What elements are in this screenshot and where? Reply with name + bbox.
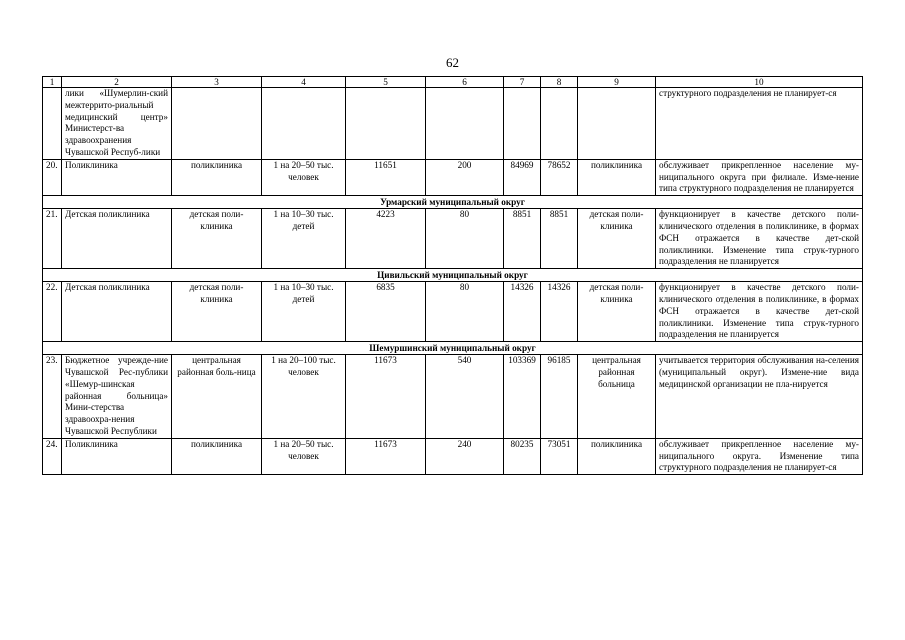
column-number: 8 <box>541 77 578 88</box>
norm: 1 на 20–50 тыс. человек <box>262 438 346 474</box>
capacity: 80 <box>426 282 504 342</box>
table-row <box>43 159 863 195</box>
organization-name: лики «Шумерлин-ский межтеррито-риальный медицинский центр» Министерст-ва здравоохранения Чувашской Респуб-лики <box>62 88 172 160</box>
table-row <box>43 438 863 474</box>
row-number: 21. <box>43 209 62 269</box>
value-8: 73051 <box>541 438 578 474</box>
table-row <box>43 355 863 439</box>
value-8: 78652 <box>541 159 578 195</box>
note: функционирует в качестве детского поли-клинического отделения в поликлинике, в формах ФСН отражается в качестве дет-ской поликлиники. Изменение типа струк-турного подразделения не планируется <box>656 282 863 342</box>
note: структурного подразделения не планирует-ся <box>656 88 863 160</box>
section-title: Шемуршинский муниципальный округ <box>43 342 863 355</box>
value-7: 14326 <box>504 282 541 342</box>
column-number-row <box>43 77 863 88</box>
population: 6835 <box>346 282 426 342</box>
unit-type-after <box>578 88 656 160</box>
column-number: 3 <box>172 77 262 88</box>
population <box>346 88 426 160</box>
table-row <box>43 88 863 160</box>
population: 4223 <box>346 209 426 269</box>
norm: 1 на 10–30 тыс. детей <box>262 282 346 342</box>
unit-type-after: поликлиника <box>578 159 656 195</box>
section-row <box>43 269 863 282</box>
unit-type-after: поликлиника <box>578 438 656 474</box>
note: учитывается территория обслуживания на-селения (муниципальный округ). Измене-ние вида медицинской организации не пла-нируется <box>656 355 863 439</box>
norm: 1 на 20–50 тыс. человек <box>262 159 346 195</box>
organization-name: Детская поликлиника <box>62 209 172 269</box>
column-number: 10 <box>656 77 863 88</box>
row-number: 20. <box>43 159 62 195</box>
norm <box>262 88 346 160</box>
unit-type: поликлиника <box>172 159 262 195</box>
organization-name: Поликлиника <box>62 438 172 474</box>
value-8 <box>541 88 578 160</box>
capacity: 540 <box>426 355 504 439</box>
row-number: 24. <box>43 438 62 474</box>
unit-type: поликлиника <box>172 438 262 474</box>
unit-type <box>172 88 262 160</box>
value-7: 103369 <box>504 355 541 439</box>
organization-name: Детская поликлиника <box>62 282 172 342</box>
unit-type-after: детская поли-клиника <box>578 209 656 269</box>
value-8: 8851 <box>541 209 578 269</box>
unit-type-after: детская поли-клиника <box>578 282 656 342</box>
value-7: 84969 <box>504 159 541 195</box>
unit-type: центральная районная боль-ница <box>172 355 262 439</box>
column-number: 6 <box>426 77 504 88</box>
value-7 <box>504 88 541 160</box>
capacity: 200 <box>426 159 504 195</box>
norm: 1 на 20–100 тыс. человек <box>262 355 346 439</box>
population: 11673 <box>346 355 426 439</box>
section-title: Урмарский муниципальный округ <box>43 196 863 209</box>
organization-name: Поликлиника <box>62 159 172 195</box>
column-number: 5 <box>346 77 426 88</box>
capacity <box>426 88 504 160</box>
unit-type: детская поли-клиника <box>172 282 262 342</box>
table-row <box>43 209 863 269</box>
row-number <box>43 88 62 160</box>
value-7: 80235 <box>504 438 541 474</box>
population: 11651 <box>346 159 426 195</box>
capacity: 80 <box>426 209 504 269</box>
document-table <box>42 76 863 475</box>
column-number: 7 <box>504 77 541 88</box>
column-number: 9 <box>578 77 656 88</box>
note: функционирует в качестве детского поли-клинического отделения в поликлинике, в формах ФСН отражается в качестве дет-ской поликлиники. Изменение типа струк-турного подразделения не планируется <box>656 209 863 269</box>
column-number: 2 <box>62 77 172 88</box>
population: 11673 <box>346 438 426 474</box>
value-8: 96185 <box>541 355 578 439</box>
value-7: 8851 <box>504 209 541 269</box>
row-number: 23. <box>43 355 62 439</box>
organization-name: Бюджетное учрежде-ние Чувашской Рес-публики «Шемур-шинская районная больница» Мини-стерства здравоохра-нения Чувашской Республики <box>62 355 172 439</box>
note: обслуживает прикрепленное население му-ниципального округа при филиале. Изме-нение типа структурного подразделения не планируется <box>656 159 863 195</box>
section-row <box>43 196 863 209</box>
unit-type: детская поли-клиника <box>172 209 262 269</box>
table-row <box>43 282 863 342</box>
page-number: 62 <box>446 55 459 70</box>
unit-type-after: центральная районная больница <box>578 355 656 439</box>
capacity: 240 <box>426 438 504 474</box>
column-number: 4 <box>262 77 346 88</box>
section-title: Цивильский муниципальный округ <box>43 269 863 282</box>
note: обслуживает прикрепленное население му-ниципального округа. Изменение типа структурного подразделения не планирует-ся <box>656 438 863 474</box>
section-row <box>43 342 863 355</box>
norm: 1 на 10–30 тыс. детей <box>262 209 346 269</box>
value-8: 14326 <box>541 282 578 342</box>
column-number: 1 <box>43 77 62 88</box>
row-number: 22. <box>43 282 62 342</box>
